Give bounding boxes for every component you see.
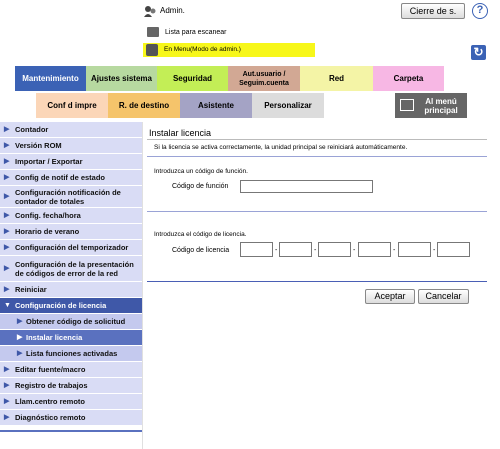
nav-item-import-export[interactable]: ▶ Importar / Exportar	[0, 154, 142, 170]
chevron-right-icon: ▶	[4, 265, 10, 272]
chevron-right-icon: ▶	[4, 126, 10, 133]
nav-item-edit-font-macro[interactable]: ▶ Editar fuente/macro	[0, 362, 142, 378]
tab-system-settings[interactable]: Ajustes sistema	[86, 66, 157, 91]
nav-divider	[142, 122, 143, 449]
nav-item-daylight-saving[interactable]: ▶ Horario de verano	[0, 224, 142, 240]
license-code-field-5[interactable]	[398, 242, 431, 257]
nav-item-total-counter-notification[interactable]: ▶ Configuración notificación de contador de totales	[0, 186, 142, 208]
nav-item-error-code-display[interactable]: ▶ Configuración de la presentación de códigos de error de la red	[0, 256, 142, 282]
license-code-field-2[interactable]	[279, 242, 312, 257]
nav-item-remote-diagnostics[interactable]: ▶ Diagnóstico remoto	[0, 410, 142, 426]
nav-item-reset[interactable]: ▶ Reiniciar	[0, 282, 142, 298]
nav-bottom-line	[0, 430, 142, 432]
chevron-right-icon: ▶	[17, 350, 23, 357]
main-menu-label: Al menú principal	[424, 96, 458, 115]
tab-folder[interactable]: Carpeta	[373, 66, 444, 91]
nav-item-remote-center-call[interactable]: ▶ Llam.centro remoto	[0, 394, 142, 410]
chevron-right-icon: ▶	[4, 193, 10, 200]
chevron-right-icon: ▶	[4, 414, 10, 421]
tab-wizard[interactable]: Asistente	[180, 93, 252, 118]
tab-customize[interactable]: Personalizar	[252, 93, 324, 118]
chevron-right-icon: ▶	[4, 286, 10, 293]
license-separator: -	[314, 247, 317, 254]
chevron-right-icon: ▶	[4, 244, 10, 251]
license-separator: -	[353, 247, 356, 254]
nav-subitem-install-license[interactable]: ▶ Instalar licencia	[0, 330, 142, 346]
scan-status: Lista para escanear	[165, 29, 227, 36]
divider	[147, 211, 487, 212]
function-code-label: Código de función	[172, 183, 229, 190]
user-label: Admin.	[160, 6, 185, 15]
license-separator: -	[393, 247, 396, 254]
function-code-instructions: Introduzca un código de función.	[154, 168, 248, 175]
mode-label: En Menu(Modo de admin.)	[164, 46, 241, 53]
tab-security[interactable]: Seguridad	[157, 66, 228, 91]
scanner-icon	[147, 27, 159, 37]
nav-item-status-notification[interactable]: ▶ Config de notif de estado	[0, 170, 142, 186]
nav-item-license-settings[interactable]: ▼ Configuración de licencia	[0, 298, 142, 314]
tab-print-settings[interactable]: Conf d impre	[36, 93, 108, 118]
admin-user-icon	[143, 4, 157, 18]
divider	[147, 156, 487, 157]
nav-item-timer[interactable]: ▶ Configuración del temporizador	[0, 240, 142, 256]
chevron-down-icon: ▼	[4, 302, 11, 309]
license-code-field-6[interactable]	[437, 242, 470, 257]
tab-destination[interactable]: R. de destino	[108, 93, 180, 118]
nav-item-counter[interactable]: ▶ Contador	[0, 122, 142, 138]
chevron-right-icon: ▶	[4, 398, 10, 405]
page-title: Instalar licencia	[149, 128, 212, 138]
function-code-input[interactable]	[240, 180, 373, 193]
nav-item-rom-version[interactable]: ▶ Versión ROM	[0, 138, 142, 154]
restart-note: Si la licencia se activa correctamente, la unidad principal se reiniciará automáticamente.	[154, 144, 408, 151]
chevron-right-icon: ▶	[4, 212, 10, 219]
help-icon[interactable]: ?	[472, 3, 488, 19]
license-code-instructions: Introduzca el código de licencia.	[154, 231, 247, 238]
chevron-right-icon: ▶	[4, 228, 10, 235]
nav-item-job-log[interactable]: ▶ Registro de trabajos	[0, 378, 142, 394]
license-separator: -	[275, 247, 278, 254]
license-code-field-3[interactable]	[318, 242, 351, 257]
nav-item-date-time[interactable]: ▶ Config. fecha/hora	[0, 208, 142, 224]
license-code-label: Código de licencia	[172, 247, 230, 254]
logout-button[interactable]: Cierre de s.	[401, 3, 465, 19]
chevron-right-icon: ▶	[17, 318, 23, 325]
chevron-right-icon: ▶	[4, 382, 10, 389]
tab-user-auth[interactable]: Aut.usuario / Seguim.cuenta	[228, 66, 300, 91]
tab-network[interactable]: Red	[300, 66, 373, 91]
license-separator: -	[433, 247, 436, 254]
license-code-field-1[interactable]	[240, 242, 273, 257]
cancel-button[interactable]: Cancelar	[418, 289, 469, 304]
divider	[147, 281, 487, 282]
chevron-right-icon: ▶	[4, 142, 10, 149]
accept-button[interactable]: Aceptar	[365, 289, 415, 304]
main-menu-button[interactable]	[395, 93, 467, 118]
tab-maintenance[interactable]: Mantenimiento	[15, 66, 86, 91]
refresh-icon[interactable]: ↻	[471, 45, 486, 60]
chevron-right-icon: ▶	[4, 158, 10, 165]
nav-subitem-enabled-functions[interactable]: ▶ Lista funciones activadas	[0, 346, 142, 362]
menu-icon	[400, 99, 414, 111]
chevron-right-icon: ▶	[4, 174, 10, 181]
license-code-field-4[interactable]	[358, 242, 391, 257]
chevron-right-icon: ▶	[4, 366, 10, 373]
nav-subitem-get-request-code[interactable]: ▶ Obtener código de solicitud	[0, 314, 142, 330]
printer-icon	[146, 44, 158, 56]
chevron-right-icon: ▶	[17, 334, 23, 341]
divider	[147, 139, 487, 140]
